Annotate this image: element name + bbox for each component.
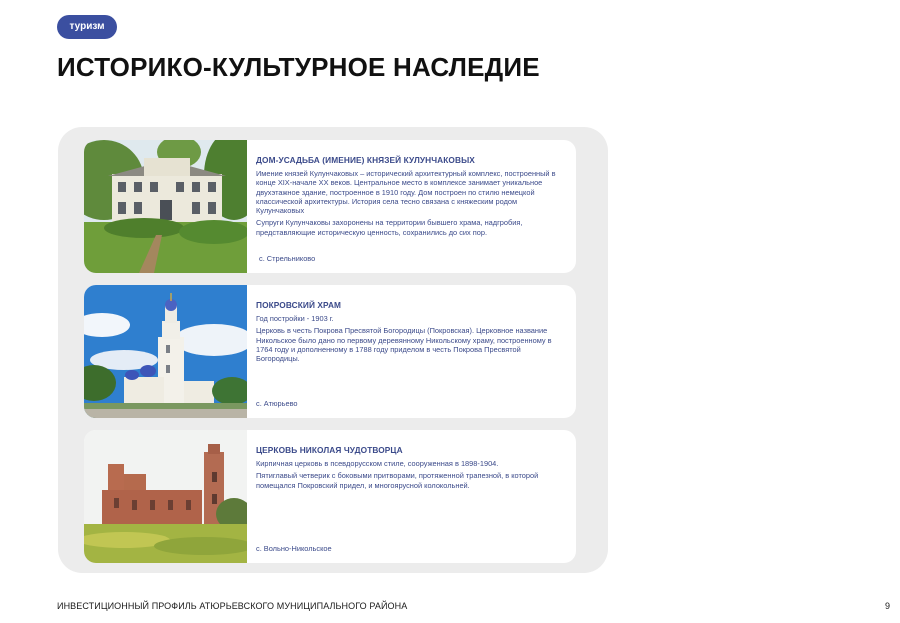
footer-title: ИНВЕСТИЦИОННЫЙ ПРОФИЛЬ АТЮРЬЕВСКОГО МУНИЦИПАЛЬНОГО РАЙОНА [57,601,408,611]
category-badge: туризм [57,15,117,39]
card-location: с. Атюрьево [256,399,298,408]
heritage-card-pokrovsky [84,285,576,418]
heritage-card-estate [84,140,576,273]
card-title: ЦЕРКОВЬ НИКОЛАЯ ЧУДОТВОРЦА [256,445,403,455]
nikolay-church-photo [84,430,247,563]
card-location: с. Стрельниково [259,254,316,263]
card-paragraph: Церковь в честь Покрова Пресвятой Богородицы (Покровская). Церковное название Никольское было дано по первому деревянному Никольскому храму, построенному в 1764 году и дополненному в 1788 году приделом в честь Покрова Пресвятой Богородицы. [256,326,552,364]
card-paragraph: Имение князей Кулунчаковых – исторический архитектурный комплекс, построенный в конце XIX-начале XX веков. Центральное место в комплексе занимает уникальное двухэтажное здание, построенное в 1910 году. Дом построен по стилю немецкой классической архитектуры. История села тесно связана с княжеским родом Кулунчаковых [256,169,556,216]
page-title: ИСТОРИКО-КУЛЬТУРНОЕ НАСЛЕДИЕ [57,52,540,82]
card-body [247,140,576,273]
card-paragraph: Супруги Кулунчаковы захоронены на территории бывшего храма, надгробия, представляющие историческую ценность, сохранились до сих пор. [256,218,523,237]
card-body [247,430,576,563]
estate-photo [84,140,247,273]
card-title: ДОМ-УСАДЬБА (ИМЕНИЕ) КНЯЗЕЙ КУЛУНЧАКОВЫХ [256,155,475,165]
card-paragraph: Пятиглавый четверик с боковыми притворами, протяженной трапезной, в которой помещался Покровский придел, и многоярусной колокольней. [256,471,539,490]
card-body [247,285,576,418]
card-paragraph: Год постройки - 1903 г. [256,314,334,323]
pokrovsky-church-photo [84,285,247,418]
card-location: с. Вольно-Никольское [256,544,332,553]
heritage-card-nikolay [84,430,576,563]
card-title: ПОКРОВСКИЙ ХРАМ [256,300,342,310]
card-paragraph: Кирпичная церковь в псевдорусском стиле, сооруженная в 1898-1904. [256,459,499,468]
page-number: 9 [885,601,891,611]
